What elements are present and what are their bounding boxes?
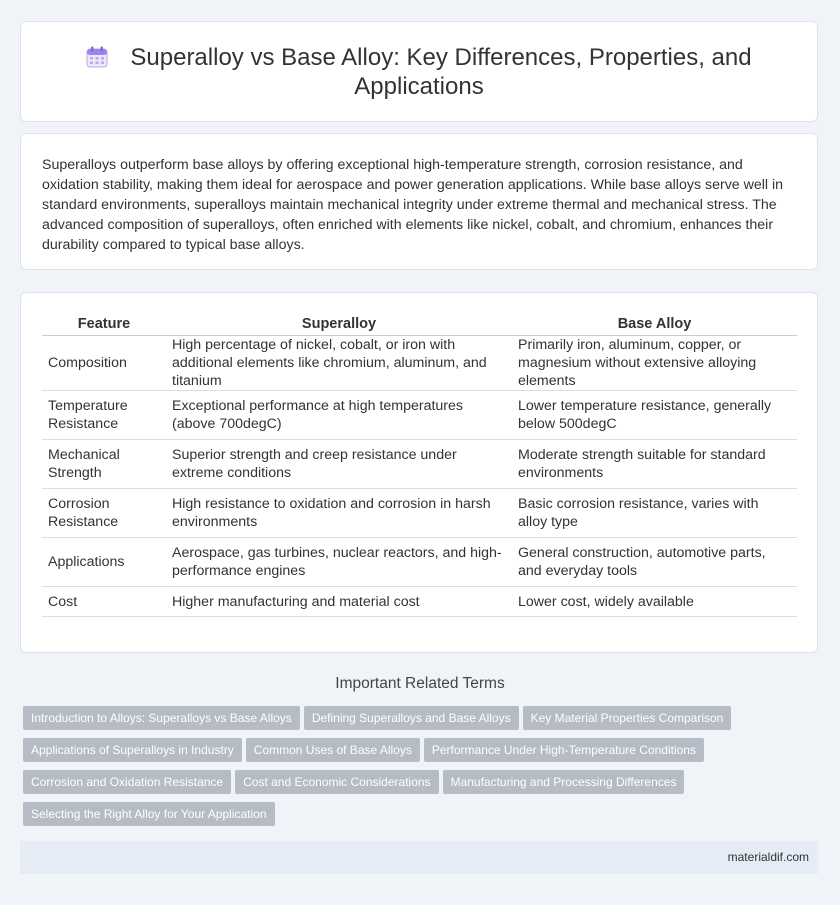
row-base-alloy: Primarily iron, aluminum, copper, or magnesium without extensive alloying elements [512,336,797,391]
row-feature: Corrosion Resistance [42,489,166,538]
related-term-tag[interactable]: Key Material Properties Comparison [523,706,732,730]
related-term-tag[interactable]: Common Uses of Base Alloys [246,738,420,762]
related-term-tag[interactable]: Cost and Economic Considerations [235,770,438,794]
table-header-row [42,312,797,336]
related-term-tag[interactable]: Corrosion and Oxidation Resistance [23,770,231,794]
related-terms-list [23,706,803,834]
page-title-text: Superalloy vs Base Alloy: Key Differences, Properties, and Applications [130,43,752,100]
row-feature: Mechanical Strength [42,440,166,489]
table-row [42,440,797,489]
row-feature: Temperature Resistance [42,391,166,440]
intro-card [20,133,818,270]
row-superalloy: Higher manufacturing and material cost [166,587,512,617]
page-title [79,43,759,101]
row-superalloy: Superior strength and creep resistance under extreme conditions [166,440,512,489]
row-feature: Composition [42,336,166,391]
related-term-tag[interactable]: Introduction to Alloys: Superalloys vs Base Alloys [23,706,300,730]
comparison-table [42,312,797,617]
related-term-tag[interactable]: Defining Superalloys and Base Alloys [304,706,519,730]
related-term-tag[interactable]: Applications of Superalloys in Industry [23,738,242,762]
header-superalloy: Superalloy [166,312,512,336]
table-row [42,336,797,391]
footer-site-link[interactable]: materialdif.com [727,850,809,864]
row-superalloy: Exceptional performance at high temperatures (above 700degC) [166,391,512,440]
related-term-tag[interactable]: Performance Under High-Temperature Conditions [424,738,704,762]
table-row [42,489,797,538]
related-terms-title: Important Related Terms [335,675,505,692]
row-base-alloy: General construction, automotive parts, and everyday tools [512,538,797,587]
intro-paragraph: Superalloys outperform base alloys by offering exceptional high-temperature strength, corrosion resistance, and oxidation stability, making them ideal for aerospace and power generation applications. While base alloys serve well in standard environments, superalloys maintain mechanical integrity under extreme thermal and mechanical stress. The advanced composition of superalloys, often enriched with elements like nickel, cobalt, and chromium, enhances their durability compared to typical base alloys. [42,157,784,253]
header-base-alloy: Base Alloy [512,312,797,336]
row-superalloy: High resistance to oxidation and corrosion in harsh environments [166,489,512,538]
table-row [42,538,797,587]
row-superalloy: High percentage of nickel, cobalt, or iron with additional elements like chromium, aluminum, and titanium [166,336,512,391]
row-base-alloy: Basic corrosion resistance, varies with alloy type [512,489,797,538]
row-base-alloy: Moderate strength suitable for standard environments [512,440,797,489]
related-term-tag[interactable]: Selecting the Right Alloy for Your Application [23,802,275,826]
table-row [42,587,797,617]
table-row [42,391,797,440]
related-term-tag[interactable]: Manufacturing and Processing Differences [443,770,685,794]
header-feature: Feature [42,312,166,336]
row-base-alloy: Lower temperature resistance, generally below 500degC [512,391,797,440]
calendar-icon [86,46,108,68]
row-feature: Applications [42,538,166,587]
footer [20,841,818,874]
header-card [20,21,818,122]
row-superalloy: Aerospace, gas turbines, nuclear reactors, and high-performance engines [166,538,512,587]
row-feature: Cost [42,587,166,617]
comparison-card [20,292,818,653]
row-base-alloy: Lower cost, widely available [512,587,797,617]
